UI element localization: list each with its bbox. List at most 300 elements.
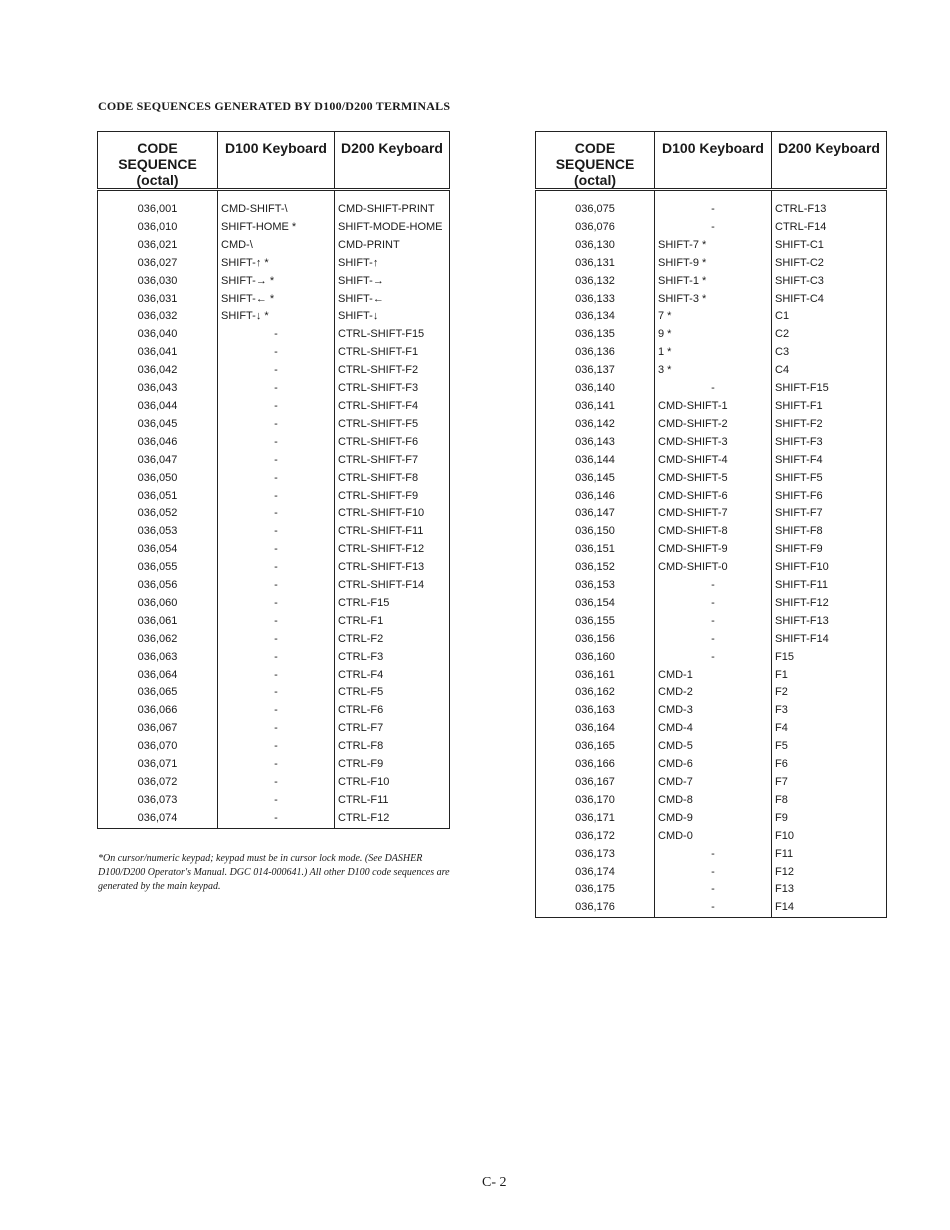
- header-code-sequence: [98, 132, 218, 190]
- d100-cell: SHIFT-HOME *: [218, 219, 335, 237]
- d200-cell: CTRL-F7: [335, 720, 450, 738]
- table-spacer-row: [98, 190, 450, 202]
- code-cell: 036,051: [137, 489, 178, 502]
- d200-cell: F6: [772, 756, 887, 774]
- d100-cell: CMD-9: [655, 810, 772, 828]
- table-row: [536, 631, 887, 649]
- d100-cell: -: [655, 613, 772, 631]
- header-code-line2: SEQUENCE: [555, 156, 635, 172]
- d100-cell: -: [218, 398, 335, 416]
- code-cell: 036,074: [137, 811, 178, 824]
- d100-cell: -: [655, 219, 772, 237]
- table-row: [98, 380, 450, 398]
- d200-cell: SHIFT-F2: [772, 416, 887, 434]
- d200-cell: SHIFT-F5: [772, 470, 887, 488]
- table-row: [98, 398, 450, 416]
- table-header-row: [98, 132, 450, 190]
- d200-cell: F4: [772, 720, 887, 738]
- d200-cell: CTRL-SHIFT-F12: [335, 541, 450, 559]
- table-row: [98, 326, 450, 344]
- table-header-row: [536, 132, 887, 190]
- code-cell: 036,072: [137, 776, 178, 788]
- code-cell: 036,166: [575, 758, 615, 771]
- d200-cell: CMD-SHIFT-PRINT: [335, 201, 450, 219]
- code-cell: 036,174: [575, 865, 615, 878]
- code-cell: 036,133: [575, 292, 615, 305]
- header-code-line1: CODE: [137, 140, 178, 156]
- table-row: [98, 219, 450, 237]
- code-cell: 036,063: [137, 650, 178, 663]
- header-d200-keyboard: D200 Keyboard: [335, 132, 450, 190]
- d100-cell: 3 *: [655, 362, 772, 380]
- d200-cell: CTRL-F13: [772, 201, 887, 219]
- d200-cell: SHIFT-C3: [772, 273, 887, 291]
- table-row: [536, 416, 887, 434]
- d200-cell: CTRL-SHIFT-F8: [335, 470, 450, 488]
- spacer-cell: [98, 190, 218, 202]
- table-row: [536, 237, 887, 255]
- d200-cell: SHIFT-←: [335, 291, 450, 309]
- d200-cell: CTRL-SHIFT-F1: [335, 344, 450, 362]
- code-cell: 036,066: [137, 704, 178, 717]
- code-cell: 036,031: [137, 292, 178, 305]
- table-row: [98, 559, 450, 577]
- table-row: [536, 899, 887, 917]
- d200-cell: F14: [772, 899, 887, 917]
- code-cell: 036,142: [575, 417, 615, 430]
- code-cell: 036,156: [575, 632, 615, 645]
- table-row: [536, 649, 887, 667]
- code-cell: 036,154: [575, 596, 615, 609]
- code-cell: 036,175: [575, 883, 615, 896]
- header-d100-keyboard: D100 Keyboard: [655, 132, 772, 190]
- d100-cell: -: [218, 792, 335, 810]
- d100-cell: -: [655, 380, 772, 398]
- table-row: [98, 505, 450, 523]
- d100-cell: -: [218, 362, 335, 380]
- code-cell: 036,040: [137, 328, 178, 341]
- d200-cell: CTRL-F14: [772, 219, 887, 237]
- table-row: [536, 613, 887, 631]
- table-row: [98, 649, 450, 667]
- d200-cell: CTRL-F6: [335, 702, 450, 720]
- table-row: [98, 255, 450, 273]
- code-cell: 036,144: [575, 453, 615, 466]
- code-cell: 036,164: [575, 722, 615, 735]
- d100-cell: -: [655, 631, 772, 649]
- d200-cell: CTRL-F11: [335, 792, 450, 810]
- d200-cell: SHIFT-F11: [772, 577, 887, 595]
- code-cell: 036,171: [575, 811, 615, 824]
- d200-cell: CTRL-SHIFT-F14: [335, 577, 450, 595]
- d100-cell: CMD-SHIFT-5: [655, 470, 772, 488]
- d200-cell: SHIFT-F1: [772, 398, 887, 416]
- table-row: [98, 291, 450, 309]
- table-row: [98, 792, 450, 810]
- code-cell: 036,131: [575, 256, 615, 269]
- table-row: [98, 720, 450, 738]
- d200-cell: SHIFT-F6: [772, 488, 887, 506]
- d200-cell: F15: [772, 649, 887, 667]
- d200-cell: F12: [772, 864, 887, 882]
- d200-cell: CTRL-SHIFT-F15: [335, 326, 450, 344]
- d100-cell: -: [655, 846, 772, 864]
- d200-cell: CTRL-F3: [335, 649, 450, 667]
- code-cell: 036,061: [137, 614, 178, 627]
- d100-cell: -: [218, 631, 335, 649]
- code-cell: 036,075: [575, 203, 615, 215]
- d200-cell: CTRL-F15: [335, 595, 450, 613]
- code-cell: 036,073: [137, 793, 178, 806]
- code-cell: 036,021: [137, 238, 178, 251]
- d100-cell: -: [655, 899, 772, 917]
- table-row: [98, 577, 450, 595]
- table-row: [536, 559, 887, 577]
- code-cell: 036,047: [137, 453, 178, 466]
- d100-cell: -: [655, 201, 772, 219]
- table-row: [536, 846, 887, 864]
- d100-cell: 7 *: [655, 308, 772, 326]
- d100-cell: CMD-7: [655, 774, 772, 792]
- d100-cell: CMD-SHIFT-\: [218, 201, 335, 219]
- table-row: [536, 308, 887, 326]
- d100-cell: CMD-\: [218, 237, 335, 255]
- code-cell: 036,170: [575, 793, 615, 806]
- table-row: [536, 792, 887, 810]
- d100-cell: CMD-SHIFT-9: [655, 541, 772, 559]
- table-row: [536, 273, 887, 291]
- d100-cell: CMD-SHIFT-3: [655, 434, 772, 452]
- d100-cell: CMD-SHIFT-8: [655, 523, 772, 541]
- d100-cell: -: [655, 864, 772, 882]
- table-row: [536, 505, 887, 523]
- code-cell: 036,130: [575, 238, 615, 251]
- d200-cell: SHIFT-F8: [772, 523, 887, 541]
- table-row: [536, 756, 887, 774]
- d100-cell: -: [218, 577, 335, 595]
- table-row: [536, 434, 887, 452]
- code-cell: 036,137: [575, 364, 615, 377]
- table-row: [98, 613, 450, 631]
- code-cell: 036,143: [575, 435, 615, 448]
- table-row: [536, 702, 887, 720]
- code-cell: 036,054: [137, 543, 178, 556]
- table-row: [536, 344, 887, 362]
- d100-cell: SHIFT-↑ *: [218, 255, 335, 273]
- header-d200-keyboard: D200 Keyboard: [772, 132, 887, 190]
- spacer-cell: [655, 190, 772, 202]
- table-row: [98, 702, 450, 720]
- code-cell: 036,141: [575, 399, 615, 412]
- d200-cell: CTRL-SHIFT-F11: [335, 523, 450, 541]
- d200-cell: F9: [772, 810, 887, 828]
- code-cell: 036,173: [575, 847, 615, 860]
- d200-cell: CTRL-F12: [335, 810, 450, 828]
- table-row: [536, 523, 887, 541]
- d200-cell: F7: [772, 774, 887, 792]
- table-row: [98, 541, 450, 559]
- code-cell: 036,046: [137, 435, 178, 448]
- table-row: [98, 488, 450, 506]
- code-cell: 036,071: [137, 758, 178, 771]
- d200-cell: SHIFT-→: [335, 273, 450, 291]
- table-row: [536, 398, 887, 416]
- d100-cell: -: [218, 488, 335, 506]
- spacer-cell: [218, 190, 335, 202]
- header-code-line3: (octal): [136, 172, 179, 188]
- table-row: [536, 810, 887, 828]
- d100-cell: CMD-2: [655, 684, 772, 702]
- d200-cell: SHIFT-F15: [772, 380, 887, 398]
- d100-cell: -: [218, 523, 335, 541]
- d100-cell: -: [218, 416, 335, 434]
- d200-cell: SHIFT-F9: [772, 541, 887, 559]
- table-row: [536, 738, 887, 756]
- code-cell: 036,172: [575, 829, 615, 842]
- code-cell: 036,032: [137, 310, 178, 323]
- code-cell: 036,010: [137, 220, 178, 233]
- d100-cell: -: [218, 434, 335, 452]
- table-row: [98, 237, 450, 255]
- d200-cell: CTRL-SHIFT-F13: [335, 559, 450, 577]
- code-cell: 036,161: [575, 668, 615, 681]
- d100-cell: CMD-1: [655, 667, 772, 685]
- table-row: [536, 667, 887, 685]
- table-row: [98, 273, 450, 291]
- code-cell: 036,162: [575, 686, 615, 699]
- table-row: [98, 523, 450, 541]
- d200-cell: CTRL-SHIFT-F6: [335, 434, 450, 452]
- header-code-line2: SEQUENCE: [118, 156, 197, 172]
- code-cell: 036,136: [575, 346, 615, 359]
- table-row: [98, 308, 450, 326]
- code-cell: 036,052: [137, 507, 178, 520]
- d100-cell: -: [218, 541, 335, 559]
- d200-cell: CTRL-F5: [335, 684, 450, 702]
- table-row: [98, 344, 450, 362]
- d100-cell: -: [218, 326, 335, 344]
- d200-cell: CTRL-F8: [335, 738, 450, 756]
- d100-cell: -: [218, 452, 335, 470]
- d100-cell: -: [218, 774, 335, 792]
- d200-cell: SHIFT-F13: [772, 613, 887, 631]
- table-row: [98, 470, 450, 488]
- code-cell: 036,147: [575, 507, 615, 520]
- d200-cell: SHIFT-F3: [772, 434, 887, 452]
- d200-cell: SHIFT-C4: [772, 291, 887, 309]
- code-cell: 036,167: [575, 776, 615, 788]
- code-cell: 036,067: [137, 722, 178, 735]
- code-cell: 036,044: [137, 399, 178, 412]
- table-row: [98, 434, 450, 452]
- table-row: [536, 774, 887, 792]
- d100-cell: -: [218, 470, 335, 488]
- d200-cell: SHIFT-F12: [772, 595, 887, 613]
- d200-cell: CTRL-SHIFT-F10: [335, 505, 450, 523]
- d200-cell: CMD-PRINT: [335, 237, 450, 255]
- table-row: [98, 684, 450, 702]
- table-row: [536, 255, 887, 273]
- code-cell: 036,001: [137, 203, 178, 215]
- table-row: [98, 201, 450, 219]
- d100-cell: -: [218, 380, 335, 398]
- d100-cell: CMD-SHIFT-7: [655, 505, 772, 523]
- header-code-sequence: [536, 132, 655, 190]
- code-cell: 036,027: [137, 256, 178, 269]
- code-cell: 036,070: [137, 740, 178, 753]
- table-row: [536, 577, 887, 595]
- d100-cell: -: [218, 559, 335, 577]
- code-cell: 036,153: [575, 579, 615, 592]
- code-cell: 036,163: [575, 704, 615, 717]
- d100-cell: CMD-4: [655, 720, 772, 738]
- table-row: [98, 810, 450, 828]
- table-row: [536, 291, 887, 309]
- d100-cell: SHIFT-9 *: [655, 255, 772, 273]
- table-row: [536, 201, 887, 219]
- d200-cell: CTRL-F1: [335, 613, 450, 631]
- d100-cell: CMD-SHIFT-4: [655, 452, 772, 470]
- d200-cell: F10: [772, 828, 887, 846]
- table-row: [536, 452, 887, 470]
- d100-cell: -: [655, 595, 772, 613]
- table-row: [536, 595, 887, 613]
- code-cell: 036,134: [575, 310, 615, 323]
- table-row: [536, 828, 887, 846]
- d100-cell: CMD-SHIFT-0: [655, 559, 772, 577]
- d200-cell: CTRL-SHIFT-F9: [335, 488, 450, 506]
- code-cell: 036,155: [575, 614, 615, 627]
- d200-cell: C4: [772, 362, 887, 380]
- d100-cell: -: [655, 577, 772, 595]
- table-row: [536, 362, 887, 380]
- table-row: [98, 756, 450, 774]
- header-d100-keyboard: D100 Keyboard: [218, 132, 335, 190]
- code-cell: 036,132: [575, 274, 615, 287]
- table-row: [536, 720, 887, 738]
- code-cell: 036,176: [575, 901, 615, 914]
- d200-cell: F3: [772, 702, 887, 720]
- code-cell: 036,076: [575, 220, 615, 233]
- code-cell: 036,050: [137, 471, 178, 484]
- d200-cell: F1: [772, 667, 887, 685]
- spacer-cell: [335, 190, 450, 202]
- d100-cell: SHIFT-← *: [218, 291, 335, 309]
- table-row: [98, 452, 450, 470]
- d100-cell: CMD-0: [655, 828, 772, 846]
- d100-cell: CMD-3: [655, 702, 772, 720]
- spacer-cell: [536, 190, 655, 202]
- d100-cell: -: [655, 649, 772, 667]
- d100-cell: CMD-8: [655, 792, 772, 810]
- code-cell: 036,140: [575, 382, 615, 395]
- d100-cell: 9 *: [655, 326, 772, 344]
- code-cell: 036,152: [575, 561, 615, 574]
- d100-cell: SHIFT-→ *: [218, 273, 335, 291]
- table-row: [98, 631, 450, 649]
- table-row: [98, 667, 450, 685]
- d100-cell: CMD-6: [655, 756, 772, 774]
- d200-cell: CTRL-F2: [335, 631, 450, 649]
- d200-cell: SHIFT-↓: [335, 308, 450, 326]
- d100-cell: SHIFT-7 *: [655, 237, 772, 255]
- d100-cell: 1 *: [655, 344, 772, 362]
- code-cell: 036,146: [575, 489, 615, 502]
- code-cell: 036,064: [137, 668, 178, 681]
- table-row: [98, 362, 450, 380]
- code-cell: 036,062: [137, 632, 178, 645]
- d100-cell: -: [218, 344, 335, 362]
- table-body-left: [98, 190, 450, 829]
- page-title: CODE SEQUENCES GENERATED BY D100/D200 TERMINALS: [98, 99, 451, 113]
- code-cell: 036,160: [575, 650, 615, 663]
- d200-cell: CTRL-SHIFT-F2: [335, 362, 450, 380]
- d200-cell: SHIFT-C1: [772, 237, 887, 255]
- table-spacer-row: [536, 190, 887, 202]
- code-cell: 036,053: [137, 525, 178, 538]
- code-cell: 036,060: [137, 596, 178, 609]
- d200-cell: F8: [772, 792, 887, 810]
- d200-cell: F2: [772, 684, 887, 702]
- d200-cell: SHIFT-F14: [772, 631, 887, 649]
- d100-cell: -: [218, 667, 335, 685]
- table-row: [536, 380, 887, 398]
- code-cell: 036,150: [575, 525, 615, 538]
- code-table-left: [97, 131, 450, 829]
- d200-cell: C2: [772, 326, 887, 344]
- code-cell: 036,145: [575, 471, 615, 484]
- code-cell: 036,065: [137, 686, 178, 699]
- d200-cell: F13: [772, 881, 887, 899]
- page-number: C- 2: [482, 1175, 507, 1190]
- code-cell: 036,055: [137, 561, 178, 574]
- d200-cell: CTRL-SHIFT-F5: [335, 416, 450, 434]
- d200-cell: SHIFT-MODE-HOME: [335, 219, 450, 237]
- table-row: [98, 416, 450, 434]
- table-row: [536, 684, 887, 702]
- d100-cell: -: [218, 595, 335, 613]
- d100-cell: -: [218, 810, 335, 828]
- d200-cell: SHIFT-F4: [772, 452, 887, 470]
- d200-cell: SHIFT-↑: [335, 255, 450, 273]
- d100-cell: CMD-5: [655, 738, 772, 756]
- d200-cell: SHIFT-C2: [772, 255, 887, 273]
- header-code-line1: CODE: [574, 140, 616, 156]
- d200-cell: CTRL-F9: [335, 756, 450, 774]
- table-row: [98, 738, 450, 756]
- header-code-line3: (octal): [574, 172, 616, 188]
- d100-cell: CMD-SHIFT-1: [655, 398, 772, 416]
- table-body-right: [536, 190, 887, 918]
- d200-cell: C3: [772, 344, 887, 362]
- d100-cell: -: [655, 881, 772, 899]
- code-table-right: [535, 131, 887, 918]
- d100-cell: SHIFT-↓ *: [218, 308, 335, 326]
- d100-cell: CMD-SHIFT-6: [655, 488, 772, 506]
- code-cell: 036,041: [137, 346, 178, 359]
- d200-cell: SHIFT-F10: [772, 559, 887, 577]
- code-cell: 036,135: [575, 328, 615, 341]
- code-cell: 036,151: [575, 543, 615, 556]
- d200-cell: CTRL-SHIFT-F3: [335, 380, 450, 398]
- table-row: [536, 219, 887, 237]
- code-cell: 036,056: [137, 579, 178, 592]
- code-cell: 036,165: [575, 740, 615, 753]
- d200-cell: CTRL-SHIFT-F7: [335, 452, 450, 470]
- d100-cell: -: [218, 684, 335, 702]
- table-row: [98, 774, 450, 792]
- d100-cell: -: [218, 738, 335, 756]
